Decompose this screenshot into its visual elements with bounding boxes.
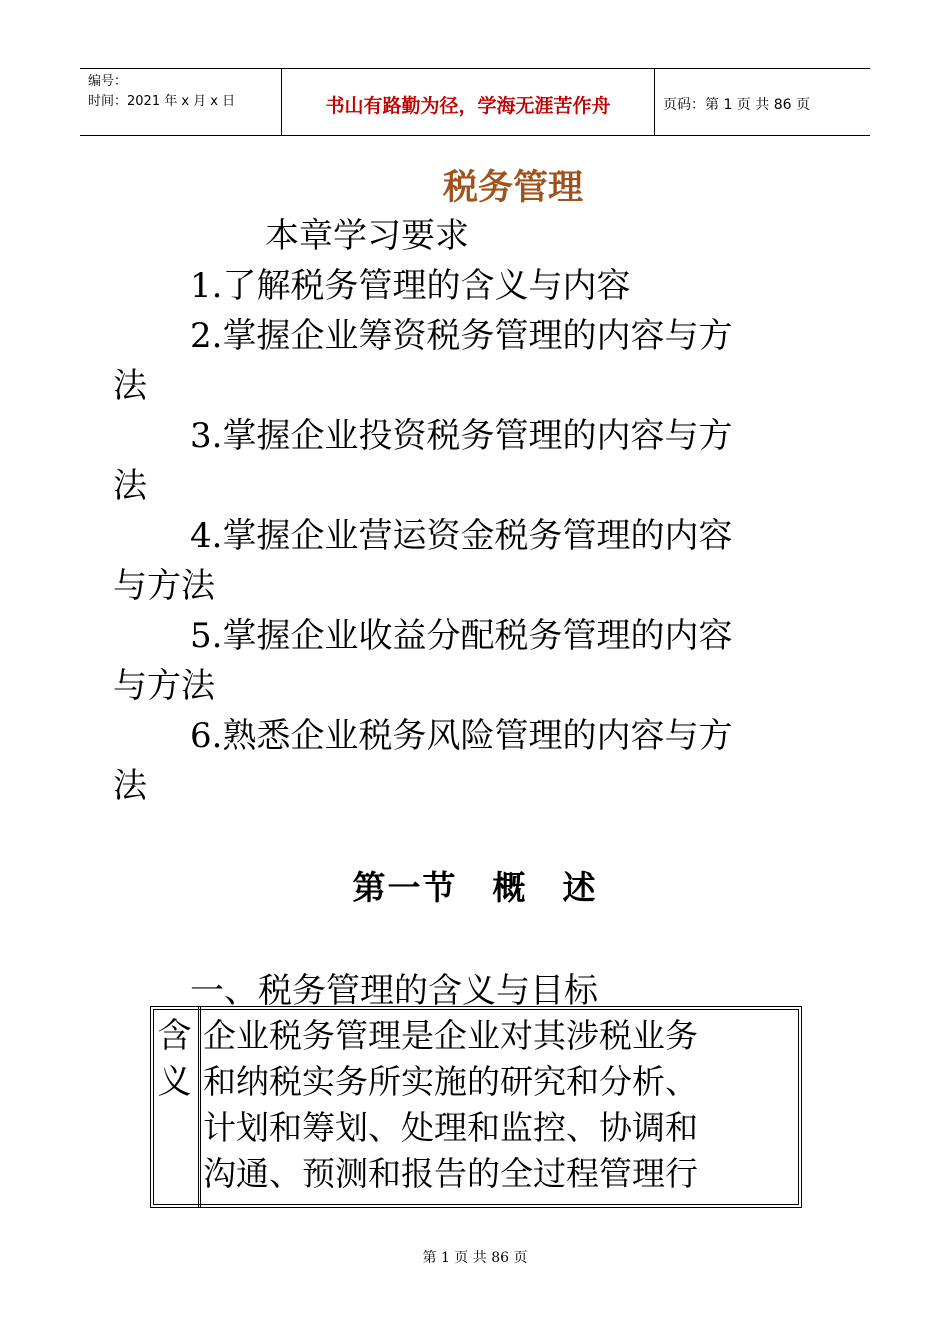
requirement-line: 法 [113,366,147,406]
document-header [80,68,870,136]
definition-key-cell [151,1007,201,1207]
requirement-line: 5.掌握企业收益分配税务管理的内容 [190,616,733,656]
section-title: 第一节 概 述 [352,868,598,907]
requirement-line: 2.掌握企业筹资税务管理的内容与方 [190,316,733,356]
definition-key-char: 含 [157,1016,192,1056]
requirement-line: 与方法 [113,666,215,706]
number-label: 编号： [88,74,128,89]
motto-text: 书山有路勤为径，学海无涯苦作舟 [325,94,611,117]
requirement-line: 1.了解税务管理的含义与内容 [190,266,631,306]
definition-text-line: 计划和筹划、处理和监控、协调和 [203,1108,698,1147]
definition-text-line: 沟通、预测和报告的全过程管理行 [203,1154,698,1193]
header-meta-cell [80,69,282,135]
requirement-line: 法 [113,766,147,806]
requirement-line: 与方法 [113,566,215,606]
definition-text-cell [203,1013,795,1197]
requirement-line: 法 [113,466,147,506]
subheading: 一、税务管理的含义与目标 [190,971,598,1011]
definition-text-line: 和纳税实务所实施的研究和分析、 [203,1062,698,1101]
requirement-line: 6.熟悉企业税务风险管理的内容与方 [190,716,733,756]
time-label: 时间：2021 年 x 月 x 日 [88,94,236,109]
chapter-requirements-heading: 本章学习要求 [265,216,469,256]
header-motto-cell [282,69,655,135]
document-title: 税务管理 [442,168,583,208]
header-page-cell [655,69,870,135]
definition-table [150,1006,802,1208]
requirement-line: 4.掌握企业营运资金税务管理的内容 [190,516,733,556]
definition-key-char: 义 [157,1062,192,1102]
requirement-line: 3.掌握企业投资税务管理的内容与方 [190,416,733,456]
definition-text-line: 企业税务管理是企业对其涉税业务 [203,1016,698,1055]
page-footer: 第 1 页 共 86 页 [422,1250,528,1266]
page-info: 页码：第 1 页 共 86 页 [663,97,810,113]
